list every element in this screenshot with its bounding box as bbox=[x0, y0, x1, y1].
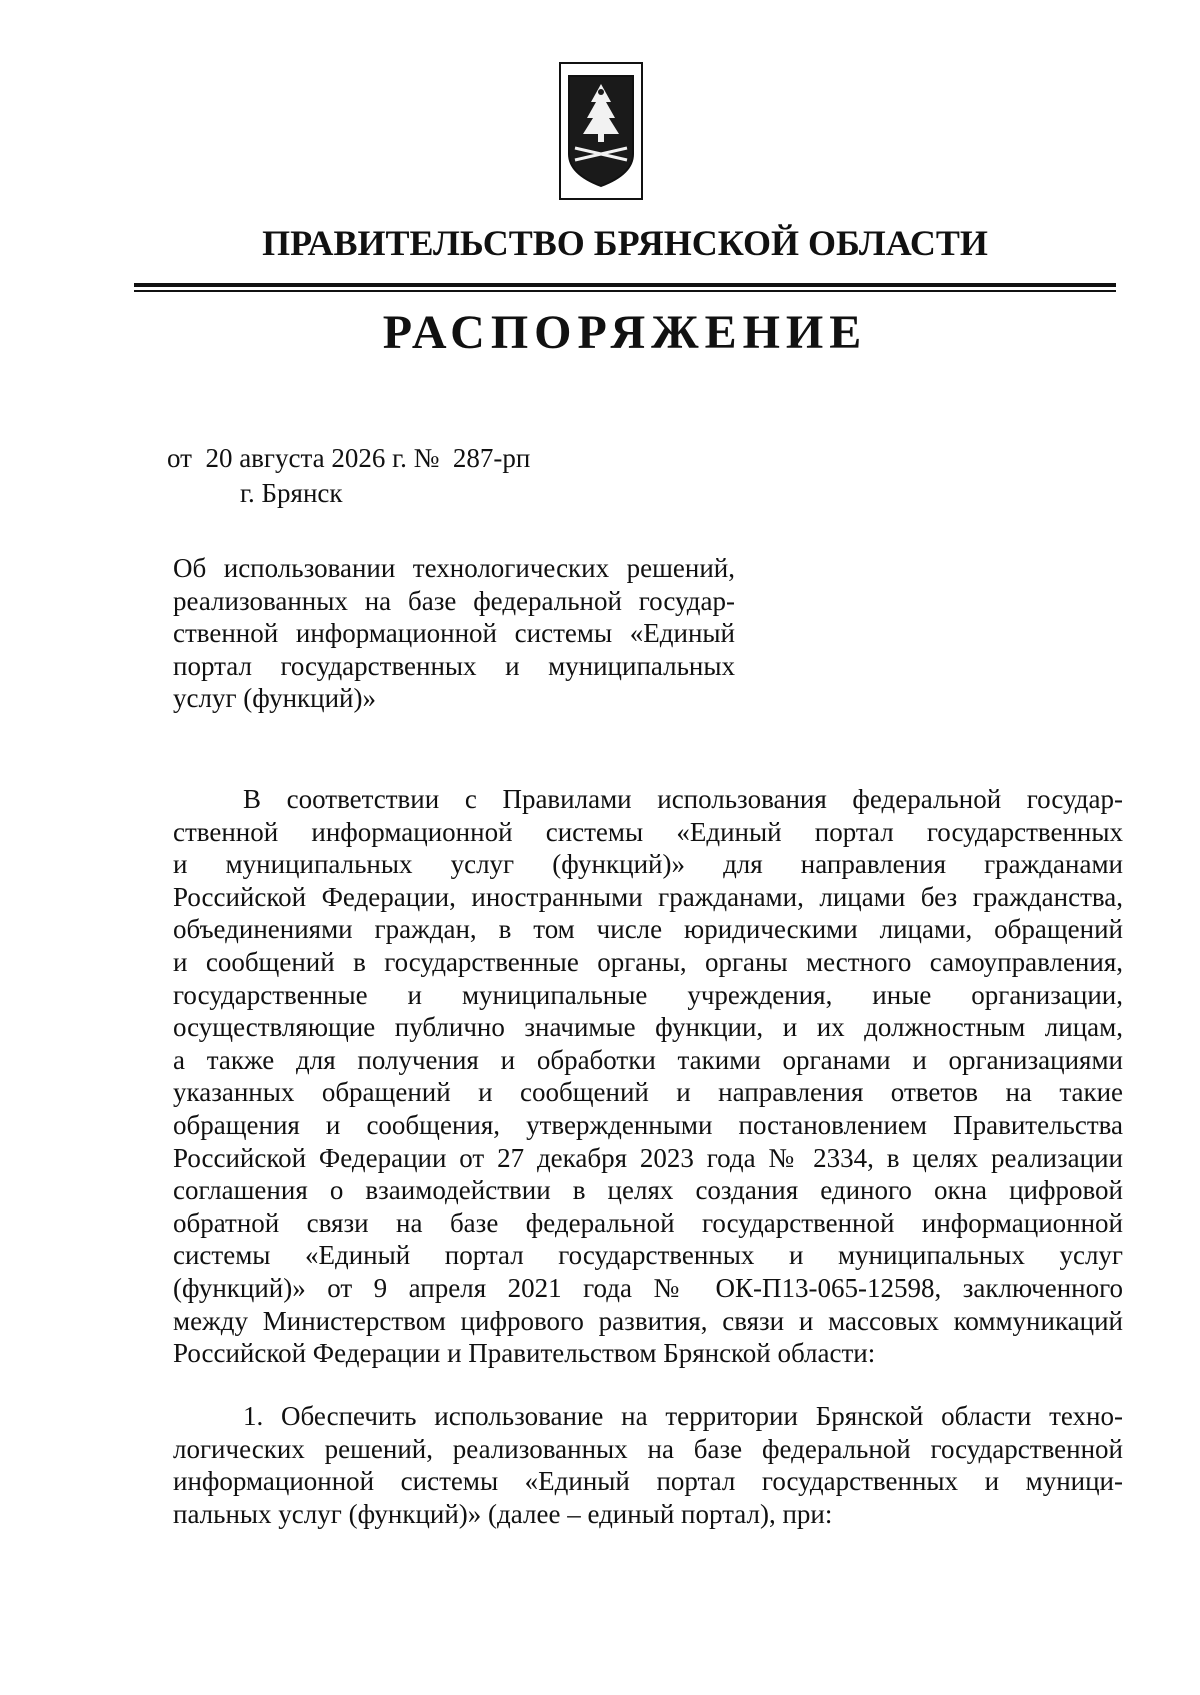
preamble-line: между Министерством цифрового развития, связи и массовых коммуникаций bbox=[173, 1305, 1123, 1336]
preamble-line: указанных обращений и сообщений и направления ответов на такие bbox=[173, 1077, 1123, 1108]
subject-line: ственной информационной системы «Единый bbox=[173, 618, 735, 649]
document-subject bbox=[173, 552, 735, 715]
preamble-line: обратной связи на базе федеральной государственной информационной bbox=[173, 1207, 1123, 1238]
preamble-line: и сообщений в государственные органы, органы местного самоуправления, bbox=[173, 946, 1123, 977]
item-1-paragraph bbox=[173, 1400, 1123, 1530]
item-line: пальных услуг (функций)» (далее – единый портал), при: bbox=[173, 1498, 833, 1529]
preamble-line: ственной информационной системы «Единый портал государственных bbox=[173, 816, 1123, 847]
item-line: логических решений, реализованных на базе федеральной государственной bbox=[173, 1433, 1123, 1464]
preamble-line: осуществляющие публично значимые функции, и их должностным лицам, bbox=[173, 1012, 1123, 1043]
preamble-line: объединениями граждан, в том числе юридическими лицами, обращений bbox=[173, 914, 1123, 945]
preamble-line: обращения и сообщения, утвержденными постановлением Правительства bbox=[173, 1109, 1123, 1140]
header-divider bbox=[134, 283, 1116, 293]
preamble-paragraph bbox=[173, 783, 1123, 1370]
document-type-title: РАСПОРЯЖЕНИЕ bbox=[382, 306, 868, 359]
coat-of-arms-icon bbox=[559, 62, 643, 200]
document-dateline: от 20 августа 2026 г. № 287-рп bbox=[167, 443, 531, 473]
preamble-line: (функций)» от 9 апреля 2021 года № ОК-П13-065-12598, заключенного bbox=[173, 1272, 1123, 1303]
preamble-line: а также для получения и обработки такими органами и организациями bbox=[173, 1044, 1123, 1075]
preamble-line: Российской Федерации от 27 декабря 2023 года № 2334, в целях реализации bbox=[173, 1142, 1123, 1173]
document-city: г. Брянск bbox=[240, 478, 343, 508]
government-title: ПРАВИТЕЛЬСТВО БРЯНСКОЙ ОБЛАСТИ bbox=[262, 223, 988, 263]
preamble-line: Российской Федерации, иностранными гражданами, лицами без гражданства, bbox=[173, 881, 1123, 912]
subject-line: портал государственных и муниципальных bbox=[173, 650, 735, 681]
preamble-line: государственные и муниципальные учреждения, иные организации, bbox=[173, 979, 1123, 1010]
subject-line: услуг (функций)» bbox=[173, 683, 377, 714]
preamble-line: и муниципальных услуг (функций)» для направления гражданами bbox=[173, 849, 1123, 880]
preamble-line: Российской Федерации и Правительством Брянской области: bbox=[173, 1338, 876, 1369]
subject-line: Об использовании технологических решений, bbox=[173, 553, 735, 583]
preamble-line: системы «Единый портал государственных и муниципальных услуг bbox=[173, 1240, 1123, 1271]
item-line: информационной системы «Единый портал государственных и муници- bbox=[173, 1466, 1123, 1497]
preamble-line: В соответствии с Правилами использования федеральной государ- bbox=[243, 784, 1123, 814]
preamble-line: соглашения о взаимодействии в целях создания единого окна цифровой bbox=[173, 1175, 1123, 1206]
subject-line: реализованных на базе федеральной государ- bbox=[173, 585, 735, 616]
item-line: 1. Обеспечить использование на территории Брянской области техно- bbox=[243, 1401, 1123, 1431]
